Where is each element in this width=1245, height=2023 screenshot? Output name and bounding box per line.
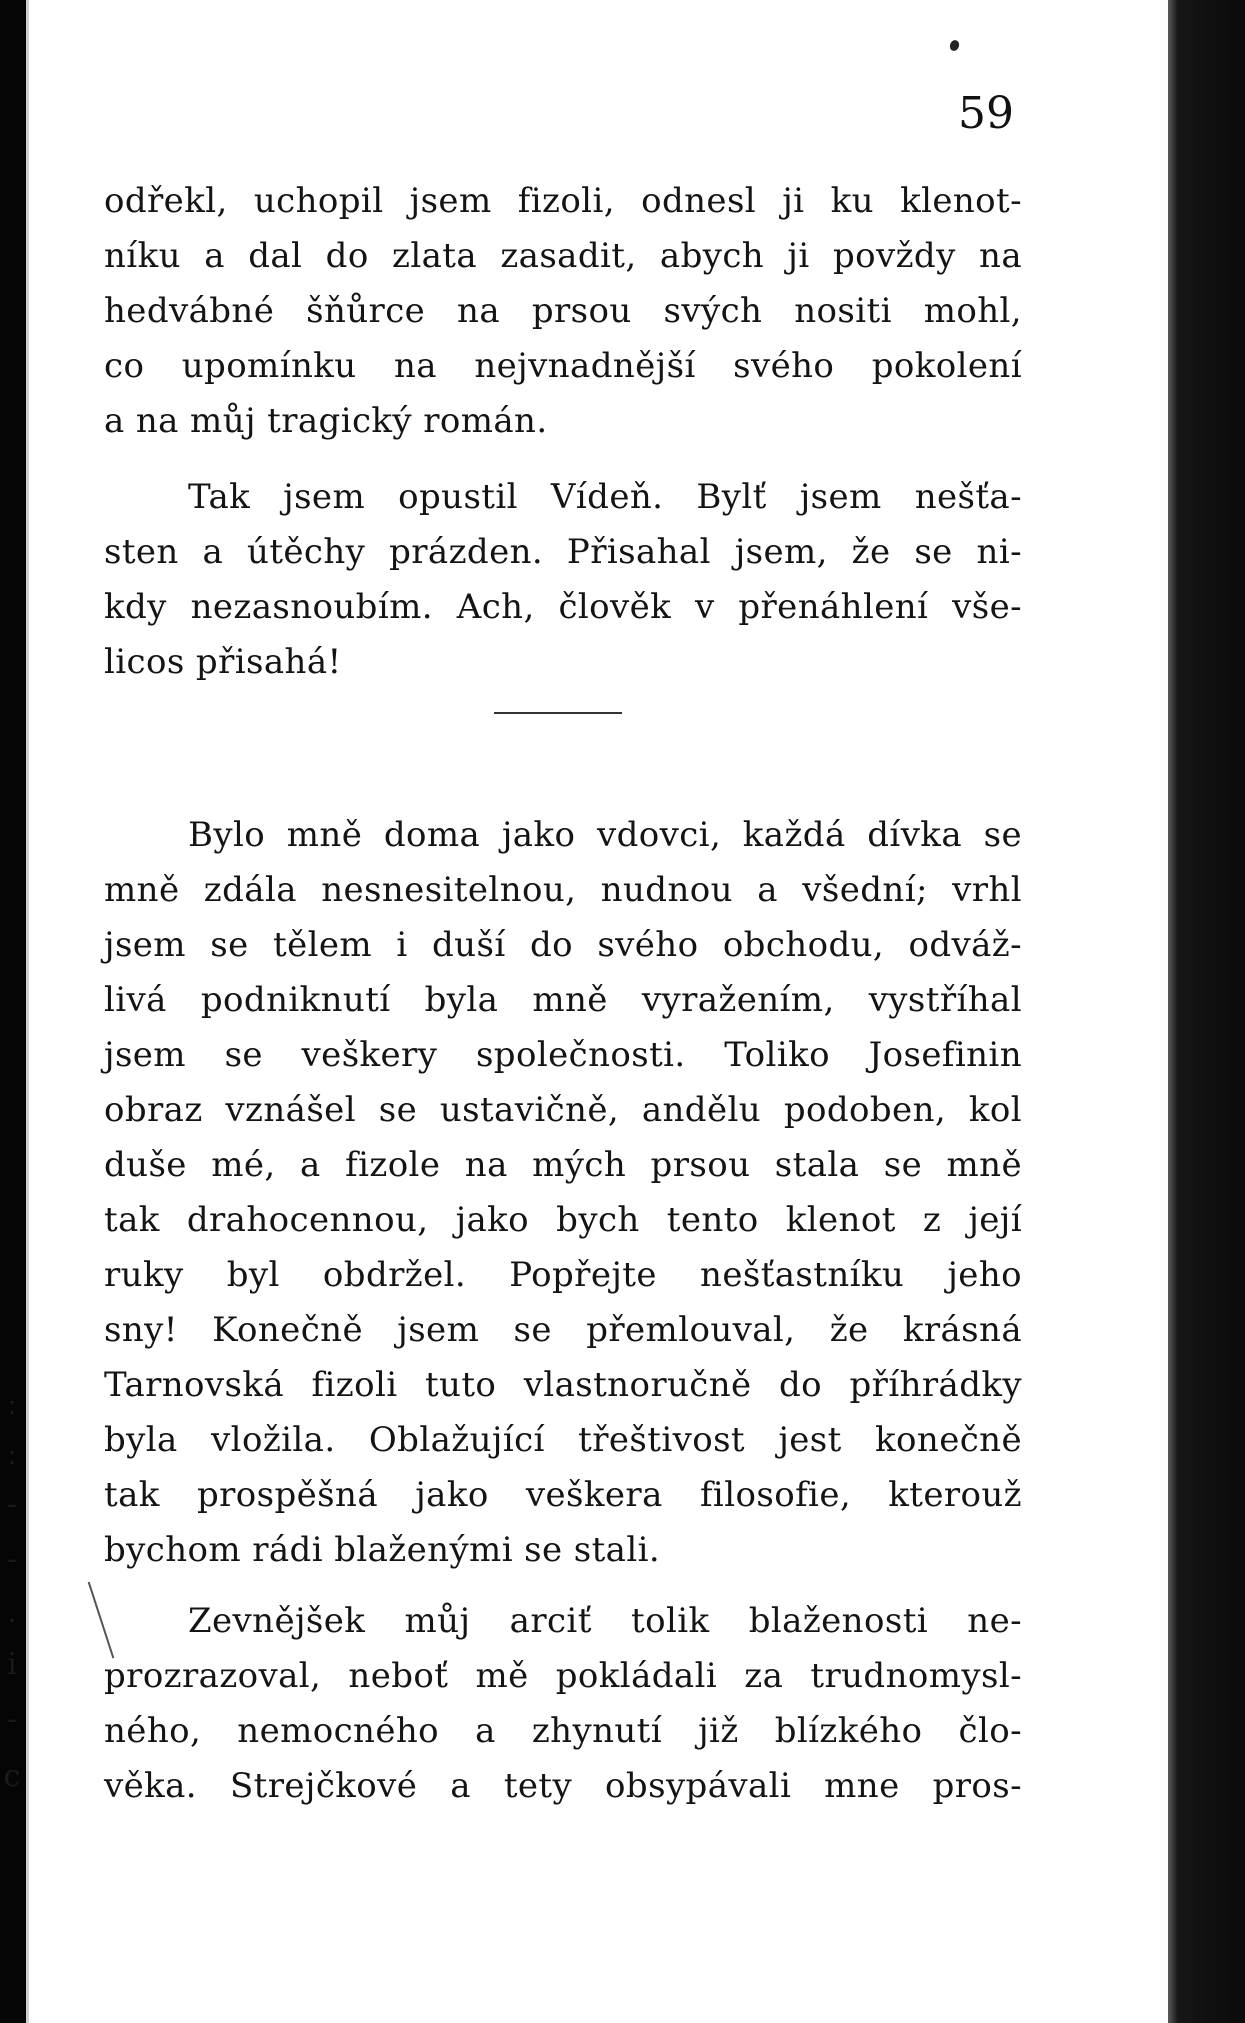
paragraph-4 [104,1594,1022,1814]
text-line: sny! Konečně jsem se přemlouval, že krásná [104,1310,1022,1350]
margin-bleed-glyph: ː [6,1437,18,1472]
text-line: licos přisahá! [104,642,342,682]
section-separator [494,712,622,714]
text-line: a na můj tragický román. [104,401,548,441]
text-line: obraz vznášel se ustavičně, andělu podoben, kol [104,1090,1022,1130]
text-line: bychom rádi blaženými se stali. [104,1530,661,1570]
paragraph-2 [104,470,1022,690]
text-line: prozrazoval, neboť mě pokládali za trudnomysl- [104,1656,1022,1696]
text-line: livá podniknutí byla mně vyražením, vystříhal [104,980,1022,1020]
text-line: ného, nemocného a zhynutí již blízkého člo- [104,1711,1022,1751]
paragraph-3 [104,808,1022,1578]
scan-right-edge [1168,0,1245,2023]
text-line: duše mé, a fizole na mých prsou stala se mně [104,1145,1022,1185]
margin-bleed-glyph: c [3,1759,21,1794]
text-line: jsem se tělem i duší do svého obchodu, odváž- [104,925,1022,965]
text-line: Tak jsem opustil Vídeň. Bylť jsem nešťa- [188,477,1022,517]
text-line: jsem se veškery společnosti. Toliko Josefinin [104,1035,1022,1075]
text-line: Bylo mně doma jako vdovci, každá dívka se [188,815,1022,855]
paragraph-1 [104,174,1022,449]
text-line: ruky byl obdržel. Popřejte nešťastníku jeho [104,1255,1022,1295]
text-line: věka. Strejčkové a tety obsypávali mne pros- [104,1766,1022,1806]
text-line: Tarnovská fizoli tuto vlastnoručně do příhrádky [104,1365,1022,1405]
text-line: mně zdála nesnesitelnou, nudnou a všední; vrhl [104,870,1022,910]
text-line: Zevnějšek můj arciť tolik blaženosti ne- [188,1601,1022,1641]
text-line: hedvábné šňůrce na prsou svých nositi mohl, [104,291,1022,331]
margin-bleed-glyph: . [7,1595,17,1630]
margin-bleed-glyph: ː [6,1387,18,1422]
text-line: tak prospěšná jako veškera filosofie, kterouž [104,1475,1022,1515]
text-line: byla vložila. Oblažující třeštivost jest konečně [104,1420,1022,1460]
text-line: odřekl, uchopil jsem fizoli, odnesl ji ku klenot- [104,181,1022,221]
text-line: sten a útěchy prázden. Přisahal jsem, že se ni- [104,532,1022,572]
text-line: co upomínku na nejvnadnější svého pokolení [104,346,1022,386]
margin-bleed-glyph: - [6,1702,18,1737]
margin-bleed-glyph: - [6,1487,18,1522]
text-line: níku a dal do zlata zasadit, abych ji povždy na [104,236,1022,276]
page-number: 59 [958,88,1014,139]
margin-bleed-glyph: i [7,1647,17,1682]
text-line: kdy nezasnoubím. Ach, člověk v přenáhlení vše- [104,587,1022,627]
ink-speck [948,39,960,52]
text-line: tak drahocennou, jako bych tento klenot z její [104,1200,1022,1240]
margin-bleed-glyph: - [6,1542,18,1577]
page-gutter [26,0,29,2023]
